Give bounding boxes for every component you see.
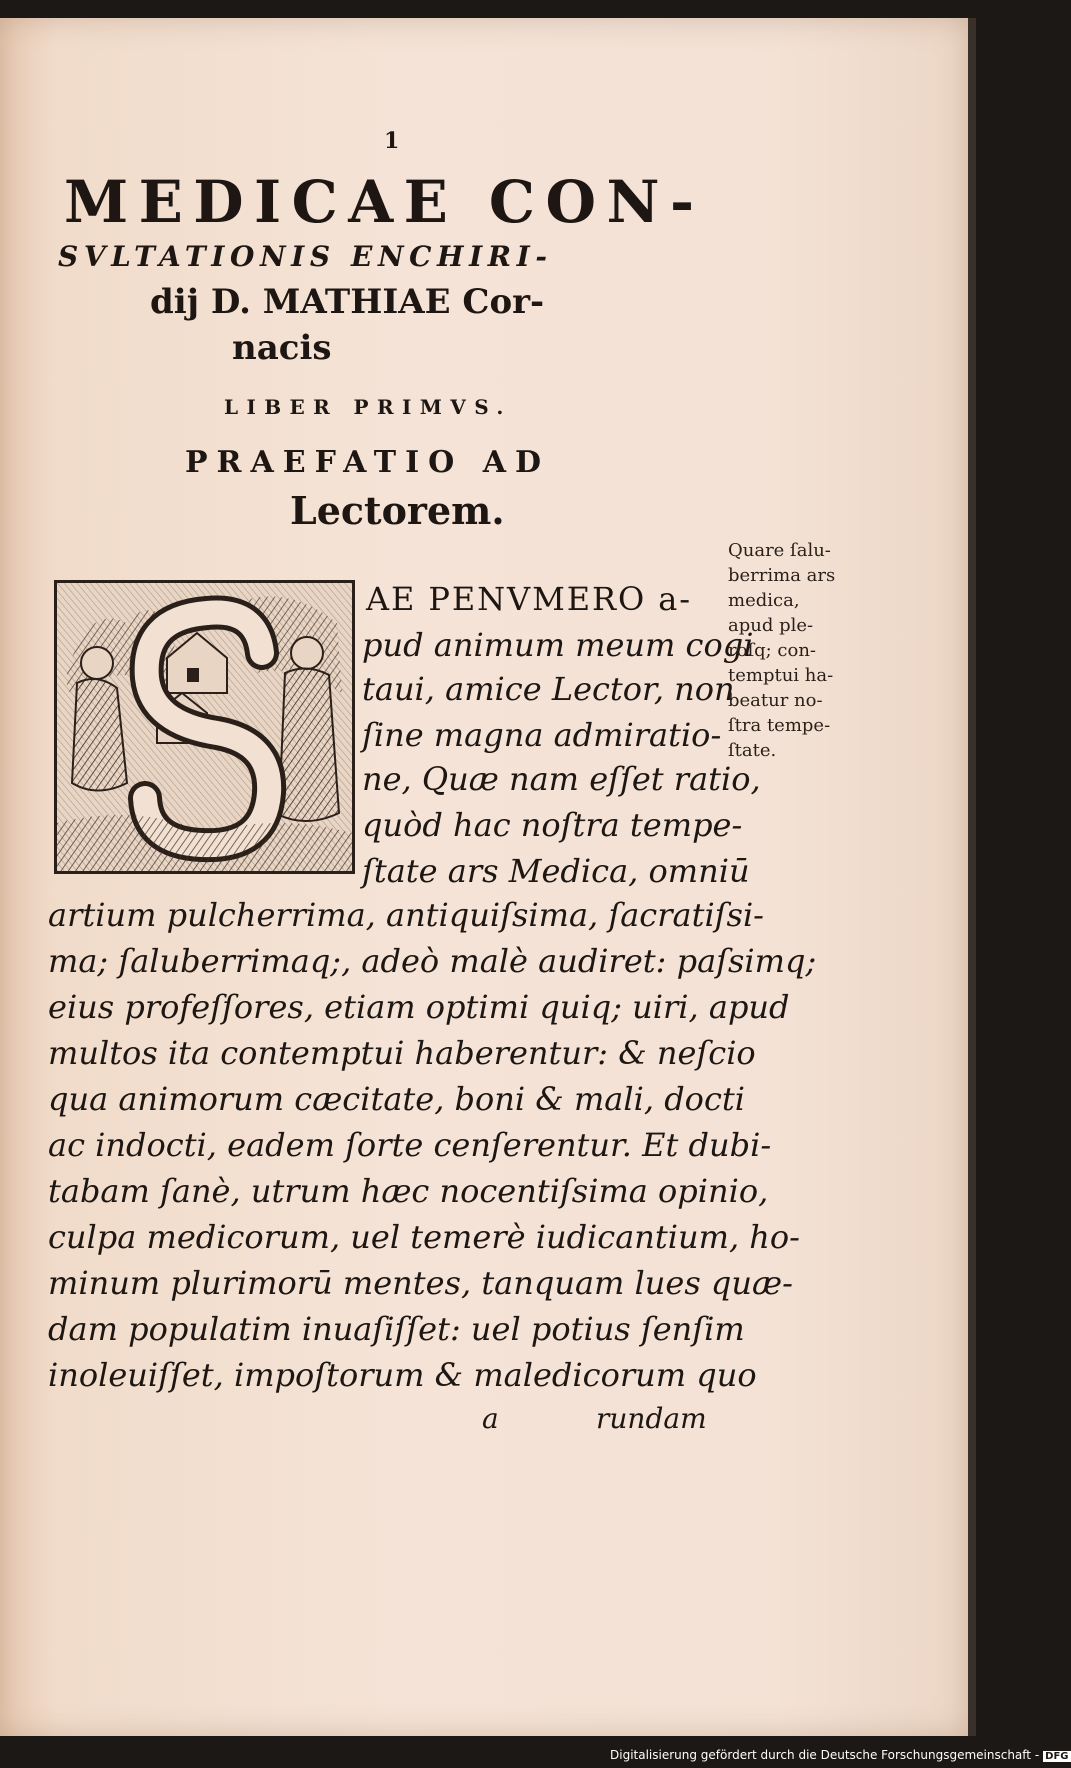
body-line-17: dam populatim inuaſiſſet: uel potius ſenſim — [48, 1310, 745, 1348]
body-line-8: artium pulcherrima, antiquiſsima, ſacratiſsi- — [48, 896, 764, 934]
margin-note-line-7: beatur no- — [728, 690, 823, 711]
preface-subheading: Lectorem. — [290, 488, 505, 533]
title-line-2: SVLTATIONIS ENCHIRI- — [58, 240, 553, 273]
title-line-3: dij D. MATHIAE Cor- — [150, 282, 545, 322]
body-line-7: ſtate ars Medica, omniū — [362, 852, 750, 890]
margin-note-line-6: temptui ha- — [728, 665, 834, 686]
dfg-logo: DFG — [1045, 1751, 1069, 1762]
digitization-credit — [610, 1748, 1071, 1762]
margin-note-line-8: ſtra tempe- — [728, 715, 831, 736]
credit-text: Digitalisierung gefördert durch die Deutsche Forschungsgemeinschaft - — [610, 1748, 1040, 1762]
margin-note-line-3: medica, — [728, 590, 800, 611]
body-line-11: multos ita contemptui haberentur: & neſcio — [48, 1034, 756, 1072]
body-line-5: ne, Quæ nam eſſet ratio, — [362, 760, 761, 798]
margin-note-line-4: apud ple- — [728, 615, 814, 636]
book-heading: LIBER PRIMVS. — [224, 395, 512, 419]
body-line-12: qua animorum cæcitate, boni & mali, docti — [48, 1080, 745, 1118]
woodcut-initial — [54, 580, 355, 874]
margin-note-line-1: Quare ſalu- — [728, 540, 831, 561]
woodcut-illustration — [57, 583, 352, 871]
body-line-3: taui, amice Lector, non — [362, 670, 735, 708]
body-line-4: ſine magna admiratio- — [362, 716, 722, 754]
body-line-6: quòd hac noſtra tempe- — [362, 806, 743, 844]
margin-note-line-2: berrima ars — [728, 565, 836, 586]
signature-mark: a — [482, 1402, 499, 1435]
body-line-15: culpa medicorum, uel temerè iudicantium, ho- — [48, 1218, 800, 1256]
body-line-14: tabam ſanè, utrum hæc nocentiſsima opinio, — [48, 1172, 769, 1210]
body-line-13: ac indocti, eadem ſorte cenſerentur. Et dubi- — [48, 1126, 772, 1164]
marginal-note — [728, 538, 878, 763]
margin-note-line-5: roſq; con- — [728, 640, 817, 661]
page-edge — [968, 18, 976, 1736]
title-line-1: MEDICAE CON- — [64, 168, 705, 236]
body-line-2: pud animum meum cogi — [362, 626, 754, 664]
folio-number: 1 — [384, 128, 400, 154]
body-line-9: ma; ſaluberrimaq;, adeò malè audiret: paſsimq; — [48, 942, 817, 980]
body-line-1: AE PENVMERO a- — [366, 580, 693, 618]
body-line-16: minum plurimorū mentes, tanquam lues quæ- — [48, 1264, 793, 1302]
margin-note-line-9: ſtate. — [728, 740, 777, 761]
body-line-10: eius profeſſores, etiam optimi quiq; uiri, apud — [48, 988, 790, 1026]
catchword: rundam — [596, 1402, 707, 1435]
title-line-4: nacis — [232, 328, 332, 368]
preface-heading: PRAEFATIO AD — [185, 445, 551, 480]
body-line-18: inoleuiſſet, impoſtorum & maledicorum quo — [48, 1356, 757, 1394]
